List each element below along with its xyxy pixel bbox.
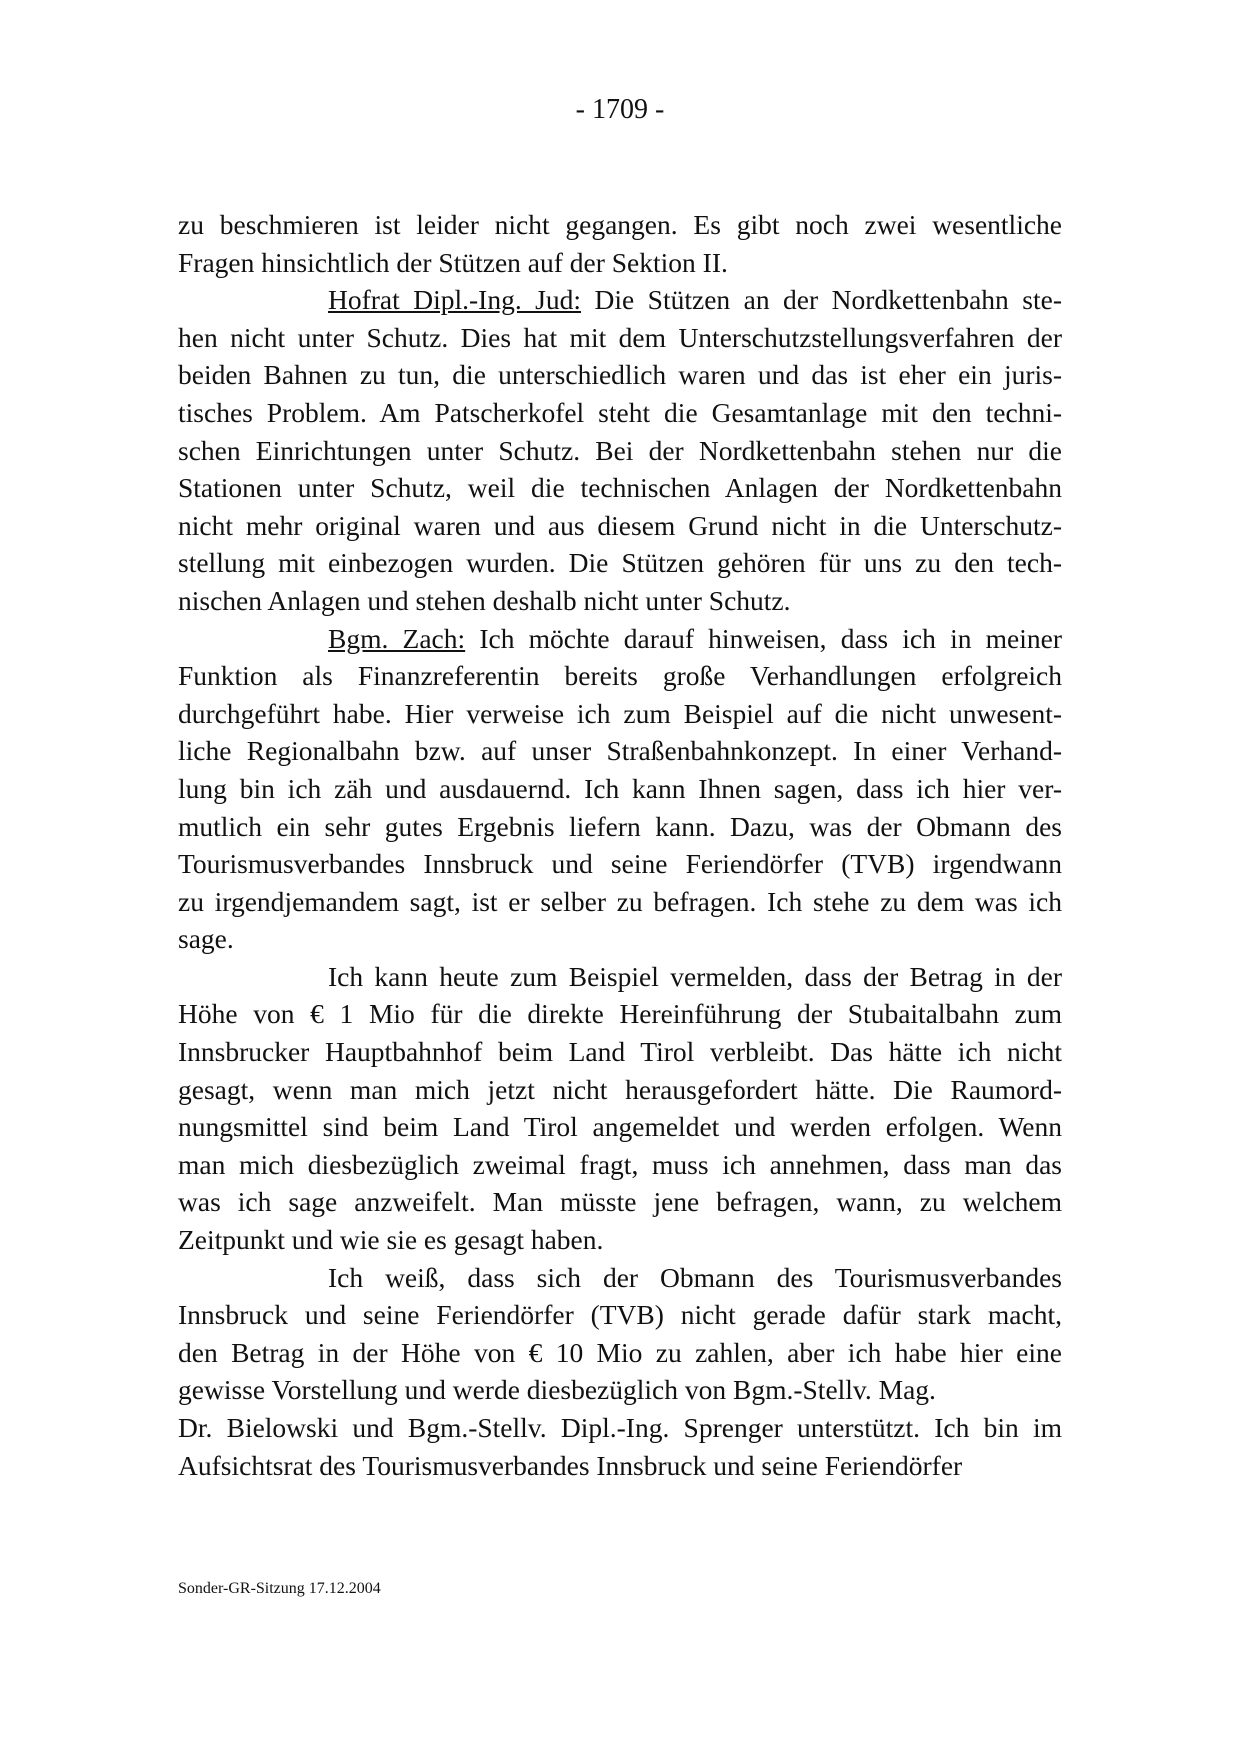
text-line: schen Einrichtungen unter Schutz. Bei der Nordkettenbahn stehen nur die [178, 434, 1062, 466]
text-line: Funktion als Finanzreferentin bereits große Verhandlungen erfolgreich [178, 660, 1062, 692]
text-line: mutlich ein sehr gutes Ergebnis liefern kann. Dazu, was der Obmann des [178, 810, 1062, 842]
page-footer: Sonder-GR-Sitzung 17.12.2004 [178, 1580, 381, 1597]
text-line: tisches Problem. Am Patscherkofel steht die Gesamtanlage mit den techni- [178, 396, 1062, 428]
body-text [178, 206, 1062, 1484]
text-line: den Betrag in der Höhe von € 10 Mio zu zahlen, aber ich habe hier eine [178, 1336, 1062, 1368]
text-line: Tourismusverbandes Innsbruck und seine Feriendörfer (TVB) irgendwann [178, 848, 1062, 880]
text-line: Innsbrucker Hauptbahnhof beim Land Tirol verbleibt. Das hätte ich nicht [178, 1036, 1062, 1068]
text-line: gewisse Vorstellung und werde diesbezüglich von Bgm.-Stellv. Mag. [178, 1374, 936, 1406]
text-line: Zeitpunkt und wie sie es gesagt haben. [178, 1224, 604, 1256]
speaker-line [178, 281, 1062, 319]
text-line: durchgeführt habe. Hier verweise ich zum Beispiel auf die nicht unwesent- [178, 697, 1062, 729]
text-line: Höhe von € 1 Mio für die direkte Hereinführung der Stubaitalbahn zum [178, 998, 1062, 1030]
text-line: Fragen hinsichtlich der Stützen auf der Sektion II. [178, 246, 728, 278]
text-segment: Die Stützen an der Nordkettenbahn ste- [581, 284, 1062, 316]
text-segment: Ich möchte darauf hinweisen, dass ich in meiner [465, 622, 1063, 654]
speaker-name: Bgm. Zach: [328, 622, 466, 654]
text-line: man mich diesbezüglich zweimal fragt, muss ich annehmen, dass man das [178, 1148, 1062, 1180]
page-number: - 1709 - [575, 94, 665, 125]
text-line: Dr. Bielowski und Bgm.-Stellv. Dipl.-Ing. Sprenger unterstützt. Ich bin im [178, 1412, 1062, 1443]
text-line: stellung mit einbezogen wurden. Die Stützen gehören für uns zu den tech- [178, 547, 1062, 579]
text-line: Stationen unter Schutz, weil die technischen Anlagen der Nordkettenbahn [178, 472, 1062, 504]
text-line: was ich sage anzweifelt. Man müsste jene befragen, wann, zu welchem [178, 1186, 1062, 1218]
speaker-line [178, 620, 1062, 658]
text-line: hen nicht unter Schutz. Dies hat mit dem Unterschutzstellungsverfahren der [178, 321, 1062, 353]
text-line: gesagt, wenn man mich jetzt nicht herausgefordert hätte. Die Raumord- [178, 1073, 1062, 1105]
text-line: sage. [178, 923, 234, 955]
text-line: beiden Bahnen zu tun, die unterschiedlich waren und das ist eher ein juris- [178, 359, 1062, 391]
text-line: zu beschmieren ist leider nicht gegangen. Es gibt noch zwei wesentliche [178, 209, 1062, 240]
text-line: nischen Anlagen und stehen deshalb nicht unter Schutz. [178, 584, 791, 616]
text-line: nungsmittel sind beim Land Tirol angemeldet und werden erfolgen. Wenn [178, 1111, 1062, 1143]
paragraph-first-line: Ich kann heute zum Beispiel vermelden, dass der Betrag in der [328, 960, 1062, 992]
text-line: Aufsichtsrat des Tourismusverbandes Innsbruck und seine Feriendörfer [178, 1449, 963, 1481]
text-line: liche Regionalbahn bzw. auf unser Straßenbahnkonzept. In einer Verhand- [178, 735, 1062, 767]
text-line: Innsbruck und seine Feriendörfer (TVB) nicht gerade dafür stark macht, [178, 1299, 1062, 1331]
paragraph-first-line: Ich weiß, dass sich der Obmann des Tourismusverbandes [328, 1261, 1062, 1293]
text-line: zu irgendjemandem sagt, ist er selber zu befragen. Ich stehe zu dem was ich [178, 885, 1062, 917]
text-line: lung bin ich zäh und ausdauernd. Ich kann Ihnen sagen, dass ich hier ver- [178, 772, 1062, 804]
speaker-name: Hofrat Dipl.-Ing. Jud: [328, 284, 582, 316]
text-line: nicht mehr original waren und aus diesem Grund nicht in die Unterschutz- [178, 509, 1062, 541]
